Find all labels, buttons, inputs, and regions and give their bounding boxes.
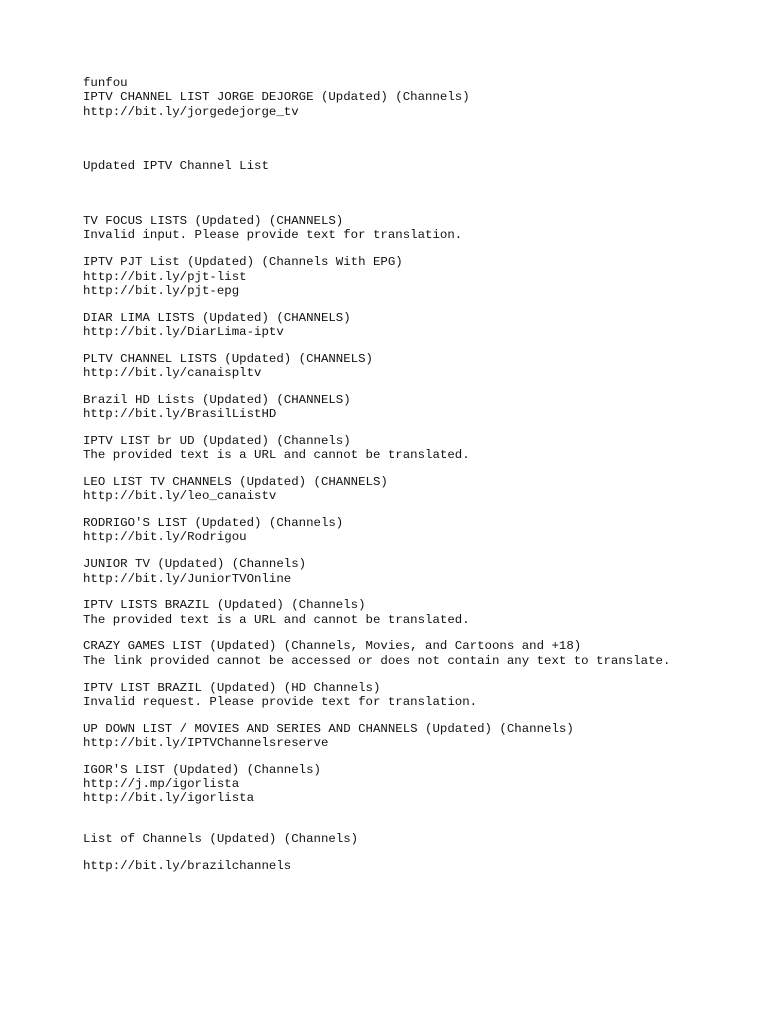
list-entry — [83, 255, 763, 298]
spacer — [83, 119, 763, 160]
entry-title: IPTV LIST BRAZIL (Updated) (HD Channels) — [83, 680, 381, 695]
entry-link: http://bit.ly/igorlista — [83, 791, 255, 806]
list-entry — [83, 557, 763, 586]
entry-text: The provided text is a URL and cannot be translated. — [83, 612, 470, 627]
list-entry — [83, 214, 763, 243]
subtitle: Updated IPTV Channel List — [83, 159, 269, 174]
entry-link: http://bit.ly/pjt-epg — [83, 283, 240, 298]
entry-link: http://bit.ly/DiarLima-iptv — [83, 324, 284, 339]
list-entry — [83, 639, 763, 668]
entry-title: UP DOWN LIST / MOVIES AND SERIES AND CHANNELS (Updated) (Channels) — [83, 721, 574, 736]
entry-link: http://bit.ly/leo_canaistv — [83, 489, 277, 504]
list-entry — [83, 722, 763, 751]
entry-title: IGOR'S LIST (Updated) (Channels) — [83, 762, 321, 777]
entry-text: Invalid input. Please provide text for translation. — [83, 228, 463, 243]
document-page — [83, 76, 763, 873]
list-entry — [83, 516, 763, 545]
entry-link: http://bit.ly/JuniorTVOnline — [83, 571, 292, 586]
list-entry — [83, 434, 763, 463]
footer-title: List of Channels (Updated) (Channels) — [83, 832, 359, 847]
entry-link: http://bit.ly/BrasilListHD — [83, 407, 277, 422]
entry-text: The link provided cannot be accessed or does not contain any text to translate. — [83, 653, 671, 668]
entry-list — [83, 214, 763, 805]
entry-title: LEO LIST TV CHANNELS (Updated) (CHANNELS) — [83, 475, 388, 490]
entry-title: IPTV LISTS BRAZIL (Updated) (Channels) — [83, 598, 366, 613]
entry-link: http://bit.ly/IPTVChannelsreserve — [83, 735, 329, 750]
footer-section — [83, 832, 763, 873]
list-entry — [83, 681, 763, 710]
entry-title: IPTV LIST br UD (Updated) (Channels) — [83, 433, 351, 448]
entry-text: Invalid request. Please provide text for translation. — [83, 694, 478, 709]
list-entry — [83, 393, 763, 422]
header-link: http://bit.ly/jorgedejorge_tv — [83, 104, 299, 119]
entry-text: The provided text is a URL and cannot be translated. — [83, 448, 470, 463]
spacer — [83, 806, 763, 833]
footer-link: http://bit.ly/brazilchannels — [83, 858, 292, 873]
entry-title: IPTV PJT List (Updated) (Channels With EPG) — [83, 255, 403, 270]
list-entry — [83, 763, 763, 806]
entry-title: JUNIOR TV (Updated) (Channels) — [83, 557, 307, 572]
entry-link: http://bit.ly/Rodrigou — [83, 530, 247, 545]
entry-title: CRAZY GAMES LIST (Updated) (Channels, Movies, and Cartoons and +18) — [83, 639, 582, 654]
entry-title: PLTV CHANNEL LISTS (Updated) (CHANNELS) — [83, 351, 373, 366]
entry-title: DIAR LIMA LISTS (Updated) (CHANNELS) — [83, 310, 351, 325]
entry-title: TV FOCUS LISTS (Updated) (CHANNELS) — [83, 214, 344, 229]
list-entry — [83, 598, 763, 627]
list-entry — [83, 352, 763, 381]
list-entry — [83, 311, 763, 340]
header-line-1: funfou — [83, 76, 128, 90]
entry-link: http://j.mp/igorlista — [83, 777, 240, 791]
list-entry — [83, 475, 763, 504]
header-title: IPTV CHANNEL LIST JORGE DEJORGE (Updated) (Channels) — [83, 90, 470, 105]
entry-link: http://bit.ly/pjt-list — [83, 269, 247, 284]
spacer — [83, 174, 763, 215]
entry-title: RODRIGO'S LIST (Updated) (Channels) — [83, 516, 344, 531]
entry-title: Brazil HD Lists (Updated) (CHANNELS) — [83, 392, 351, 407]
entry-link: http://bit.ly/canaispltv — [83, 366, 262, 381]
